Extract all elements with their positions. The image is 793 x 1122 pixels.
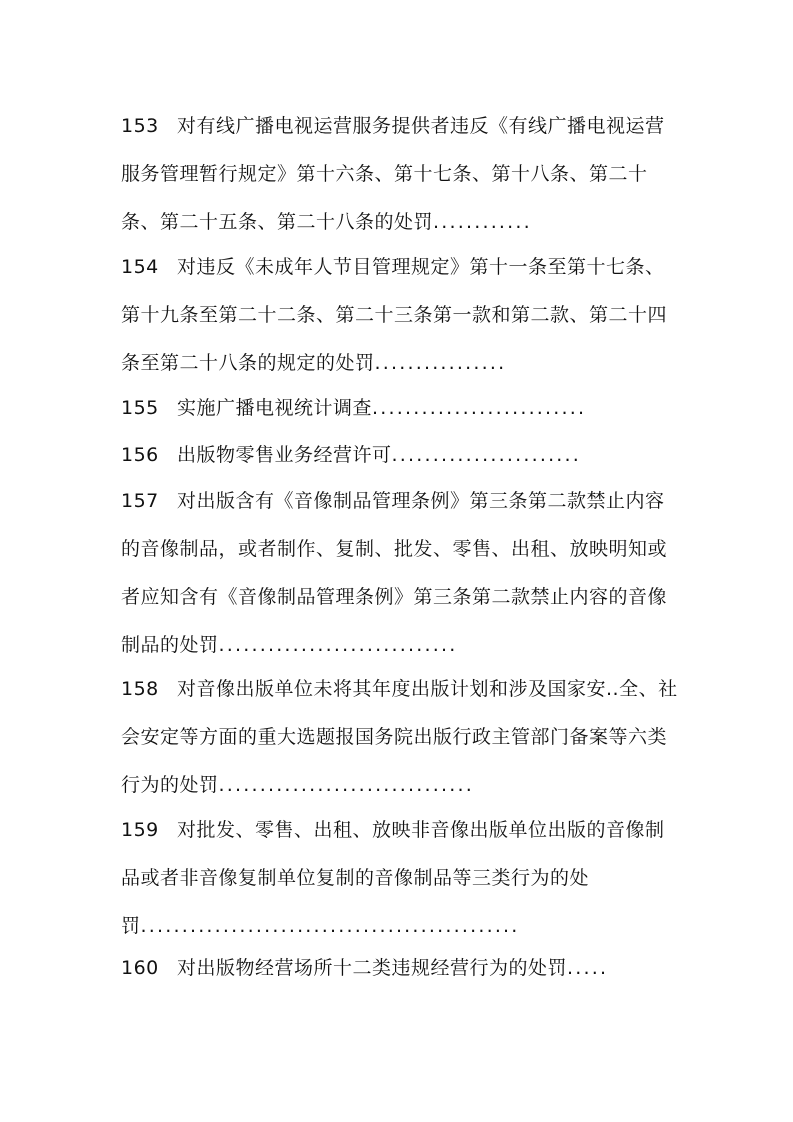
dot-leader: ............................... [218,774,474,796]
entry-title: 对出版物经营场所十二类违规经营行为的处罚 [177,957,568,979]
entry-number: 154 [121,256,159,278]
entry-title: 实施广播电视统计调查 [177,397,373,419]
entry-title: 对违反《未成年人节目管理规定》第十一条至第十七条、第十九条至第二十二条、第二十三条第一款和第二款、第二十四条至第二十八条的规定的处罚 [121,256,668,374]
toc-entry-157[interactable] [121,477,681,669]
entry-number: 153 [121,115,159,137]
entry-number: 158 [121,678,159,700]
toc-entry-158[interactable] [121,665,681,809]
toc-entry-155[interactable] [121,384,681,432]
dot-leader: .............................................. [140,915,520,937]
toc-entry-159[interactable] [121,806,681,950]
dot-leader: ....................... [391,444,582,466]
toc-entry-153[interactable] [121,102,681,246]
entry-title: 出版物零售业务经营许可 [177,444,392,466]
dot-leader: ..... [567,957,609,979]
entry-title: 对音像出版单位未将其年度出版计划和涉及国家安..全、社会安定等方面的重大选题报国务院出版行政主管部门备案等六类行为的处罚 [121,678,678,796]
toc-entry-154[interactable] [121,243,681,387]
entry-number: 159 [121,819,159,841]
dot-leader: .......................... [372,397,587,419]
entry-number: 160 [121,957,159,979]
dot-leader: ............................. [218,634,458,656]
entry-number: 157 [121,490,159,512]
toc-entry-156[interactable] [121,431,681,479]
entry-title: 对有线广播电视运营服务提供者违反《有线广播电视运营服务管理暂行规定》第十六条、第十七条、第十八条、第二十条、第二十五条、第二十八条的处罚 [121,115,665,233]
entry-number: 156 [121,444,159,466]
dot-leader: ................ [374,352,507,374]
entry-number: 155 [121,397,159,419]
toc-entry-160[interactable] [121,944,681,992]
entry-title: 对批发、零售、出租、放映非音像出版单位出版的音像制品或者非音像复制单位复制的音像制品等三类行为的处罚 [121,819,665,937]
entry-title: 对出版含有《音像制品管理条例》第三条第二款禁止内容的音像制品，或者制作、复制、批发、零售、出租、放映明知或者应知含有《音像制品管理条例》第三条第二款禁止内容的音像制品的处罚 [121,490,668,656]
dot-leader: ............ [433,211,532,233]
